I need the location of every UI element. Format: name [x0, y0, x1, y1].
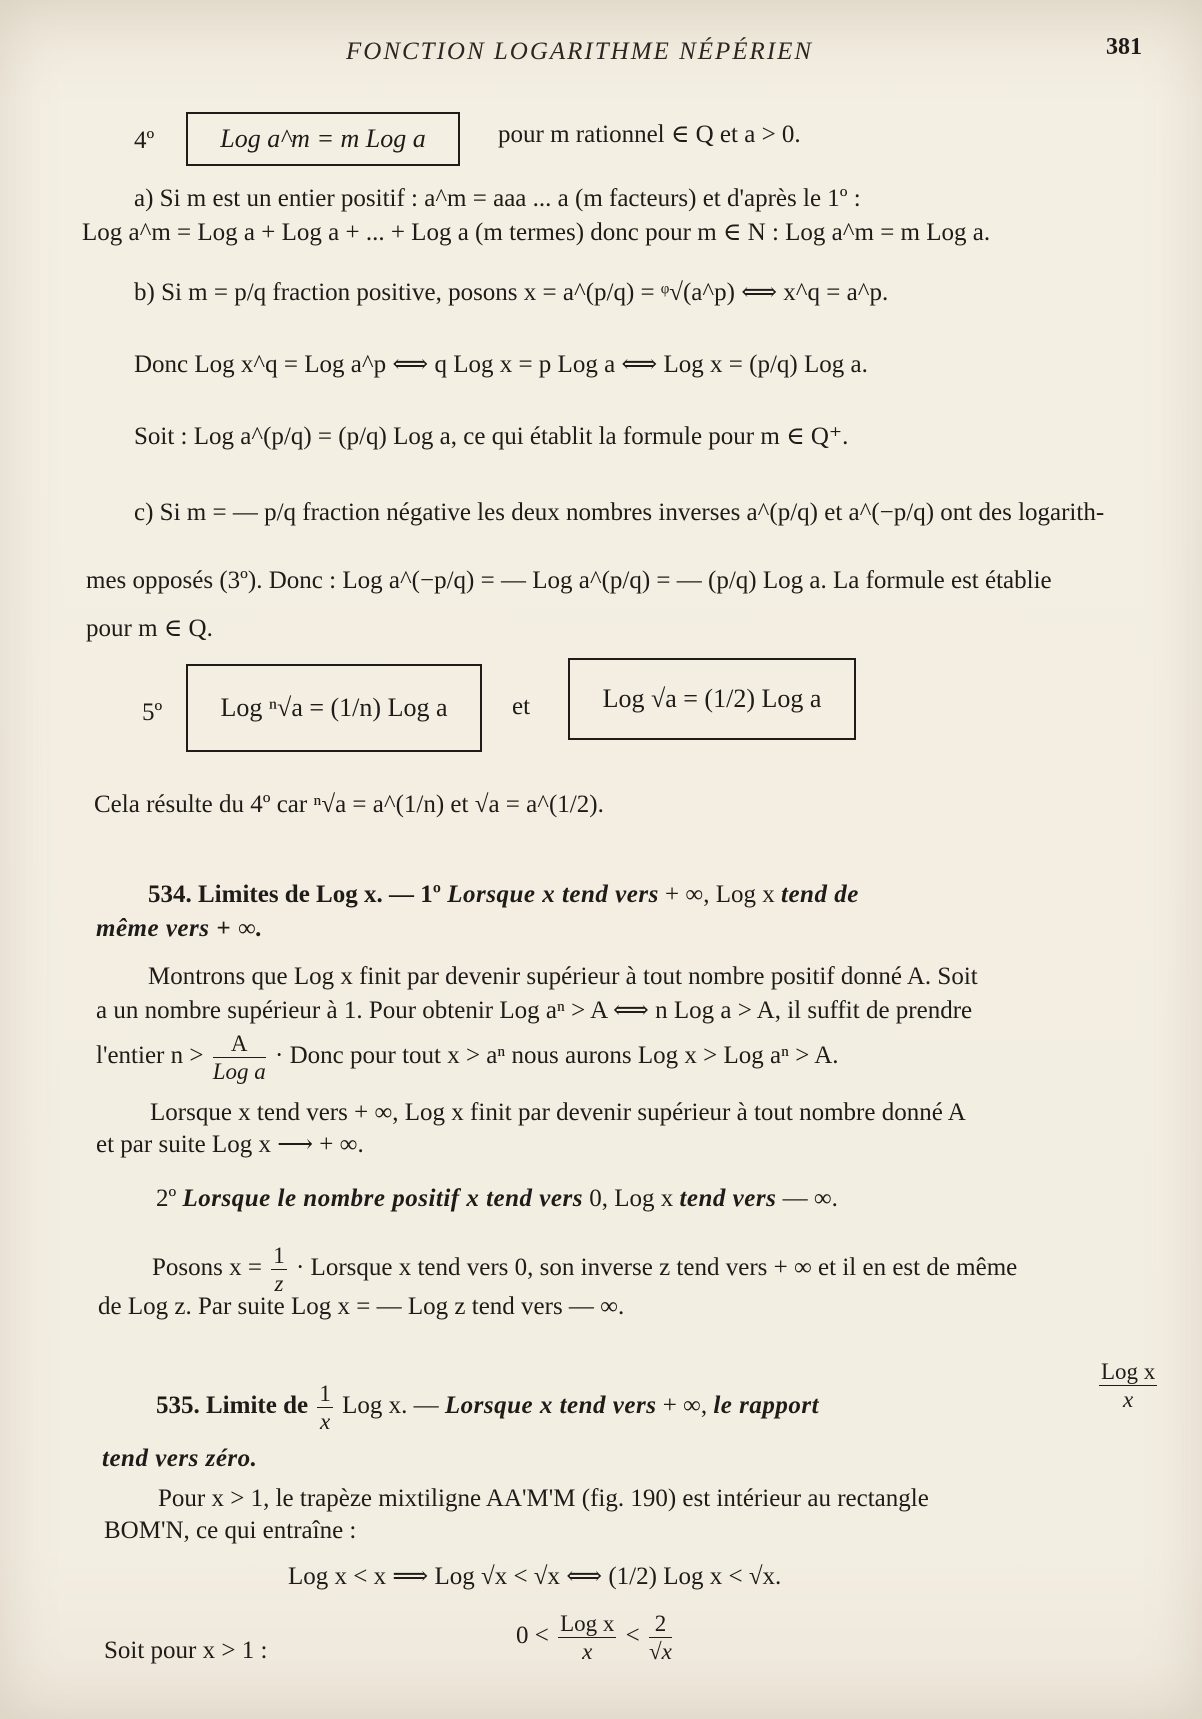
fraction-numerator: 1 [273, 1243, 285, 1268]
section-535-number: 535. [156, 1392, 200, 1420]
section-534-title-line-2: même vers + ∞. [96, 915, 263, 942]
section-535-title-post: Log x. — [342, 1392, 439, 1420]
s534-posons-line-1 [152, 1244, 1017, 1295]
soit-line: Soit : Log a^(p/q) = (p/q) Log a, ce qui établit la formule pour m ∈ Q⁺. [134, 423, 849, 450]
section-535-title-italic-2: le rapport [713, 1392, 820, 1420]
fraction-denominator: x [582, 1639, 593, 1664]
section-534-heading [148, 880, 859, 910]
s534-para2-line-2: et par suite Log x ⟶ + ∞. [96, 1131, 364, 1158]
section-534-title-italic-2: tend de [781, 881, 859, 908]
formula-box-4-text: Log a^m = m Log a [220, 124, 426, 153]
formula-box-5b-text: Log √a = (1/2) Log a [602, 684, 822, 713]
s534-part2-number: 2º [156, 1185, 177, 1212]
s534-para1-l3-post: · Donc pour tout x > aⁿ nous aurons Log x > Log aⁿ > A. [275, 1042, 839, 1070]
fraction-denominator: x [319, 1409, 331, 1434]
rapport-fraction-wrap [1096, 1360, 1160, 1411]
formula-box-5a [186, 664, 482, 752]
formula-box-5a-text: Log ⁿ√a = (1/n) Log a [220, 693, 448, 722]
final-pre: 0 < [516, 1622, 549, 1650]
s534-para2-line-1: Lorsque x tend vers + ∞, Log x finit par devenir supérieur à tout nombre donné A [150, 1099, 966, 1126]
formula-box-4 [186, 112, 460, 166]
s535-final-inequality [516, 1612, 675, 1663]
fraction-logx-over-x-final [558, 1612, 616, 1663]
section-535-title-mid: + ∞, [662, 1392, 708, 1420]
item-4-condition: pour m rationnel ∈ Q et a > 0. [498, 121, 801, 148]
s534-part2-italic-1: Lorsque le nombre positif x tend vers [182, 1185, 583, 1212]
s534-para1-line-1: Montrons que Log x finit par devenir supérieur à tout nombre positif donné A. Soit [148, 963, 978, 990]
item-5-number: 5º [142, 699, 163, 726]
final-mid: < [625, 1622, 640, 1650]
case-c-line-1: c) Si m = — p/q fraction négative les deux nombres inverses a^(p/q) et a^(−p/q) ont des logarith- [134, 499, 1105, 526]
fraction-denominator: z [274, 1271, 284, 1296]
fraction-numerator: Log x [560, 1611, 615, 1636]
case-c-line-2: mes opposés (3º). Donc : Log a^(−p/q) = — Log a^(p/q) = — (p/q) Log a. La formule est établie [86, 567, 1052, 594]
s534-posons-line-2: de Log z. Par suite Log x = — Log z tend vers — ∞. [98, 1293, 625, 1320]
running-header: FONCTION LOGARITHME NÉPÉRIEN [346, 38, 814, 65]
case-a-line-2: Log a^m = Log a + Log a + ... + Log a (m termes) donc pour m ∈ N : Log a^m = m Log a. [82, 219, 991, 246]
fraction-numerator: A [213, 1032, 266, 1058]
case-a-line-1: a) Si m est un entier positif : a^m = aaa ... a (m facteurs) et d'après le 1º : [134, 185, 861, 212]
s534-posons-post: · Lorsque x tend vers 0, son inverse z tend vers + ∞ et il en est de même [295, 1254, 1018, 1282]
item-5-et: et [512, 693, 531, 720]
page-number: 381 [1106, 34, 1142, 60]
donc-line: Donc Log x^q = Log a^p ⟺ q Log x = p Log a ⟺ Log x = (p/q) Log a. [134, 351, 868, 378]
section-535-title-line-2: tend vers zéro. [102, 1445, 258, 1472]
s534-para1-l3-pre: l'entier n > [96, 1042, 204, 1070]
s534-part2-mid: 0, Log x [589, 1185, 674, 1212]
s534-part2-italic-2: tend vers [679, 1185, 777, 1212]
fraction-denominator: x [1123, 1387, 1134, 1412]
s535-para-line-1: Pour x > 1, le trapèze mixtiligne AA'M'M (fig. 190) est intérieur au rectangle [158, 1485, 929, 1512]
s534-para1-line-2: a un nombre supérieur à 1. Pour obtenir Log aⁿ > A ⟺ n Log a > A, il suffit de prendre [96, 997, 973, 1024]
fraction-numerator: 2 [649, 1612, 672, 1638]
s534-part2-heading [156, 1184, 838, 1214]
s535-para-line-2: BOM'N, ce qui entraîne : [104, 1517, 357, 1544]
fraction-logx-over-x [1099, 1360, 1157, 1411]
s534-part2-end: — ∞. [782, 1185, 838, 1212]
section-534-title-italic-1: Lorsque x tend vers [447, 881, 659, 908]
fraction-2-over-sqrtx [649, 1612, 672, 1663]
section-534-title-mid: + ∞, Log x [665, 881, 775, 908]
section-535-title-italic: Lorsque x tend vers [444, 1392, 657, 1420]
fraction-denominator: √x [649, 1639, 672, 1664]
section-534-number: 534. [148, 881, 192, 908]
s535-soit-label: Soit pour x > 1 : [104, 1637, 268, 1664]
case-c-line-3: pour m ∈ Q. [86, 615, 213, 642]
formula-box-5b [568, 658, 856, 740]
section-534-title: Limites de Log x. — 1º [198, 881, 441, 908]
fraction-numerator: 1 [319, 1381, 331, 1406]
section-535-title-pre: Limite de [206, 1392, 309, 1420]
case-b-line: b) Si m = p/q fraction positive, posons x = a^(p/q) = ᵠ√(a^p) ⟺ x^q = a^p. [134, 279, 889, 306]
item-4-number: 4º [134, 127, 155, 154]
s534-para1-line-3 [96, 1032, 839, 1083]
section-535-heading [156, 1382, 819, 1433]
fraction-1-over-z [271, 1244, 287, 1295]
s535-inequality: Log x < x ⟹ Log √x < √x ⟺ (1/2) Log x < √x. [288, 1563, 782, 1590]
fraction-denominator: Log a [212, 1059, 266, 1084]
cela-line: Cela résulte du 4º car ⁿ√a = a^(1/n) et √a = a^(1/2). [94, 791, 604, 818]
s534-posons-pre: Posons x = [152, 1254, 262, 1282]
fraction-numerator: Log x [1101, 1359, 1156, 1384]
fraction-A-over-log-a [213, 1032, 266, 1083]
fraction-1-over-x [317, 1382, 333, 1433]
